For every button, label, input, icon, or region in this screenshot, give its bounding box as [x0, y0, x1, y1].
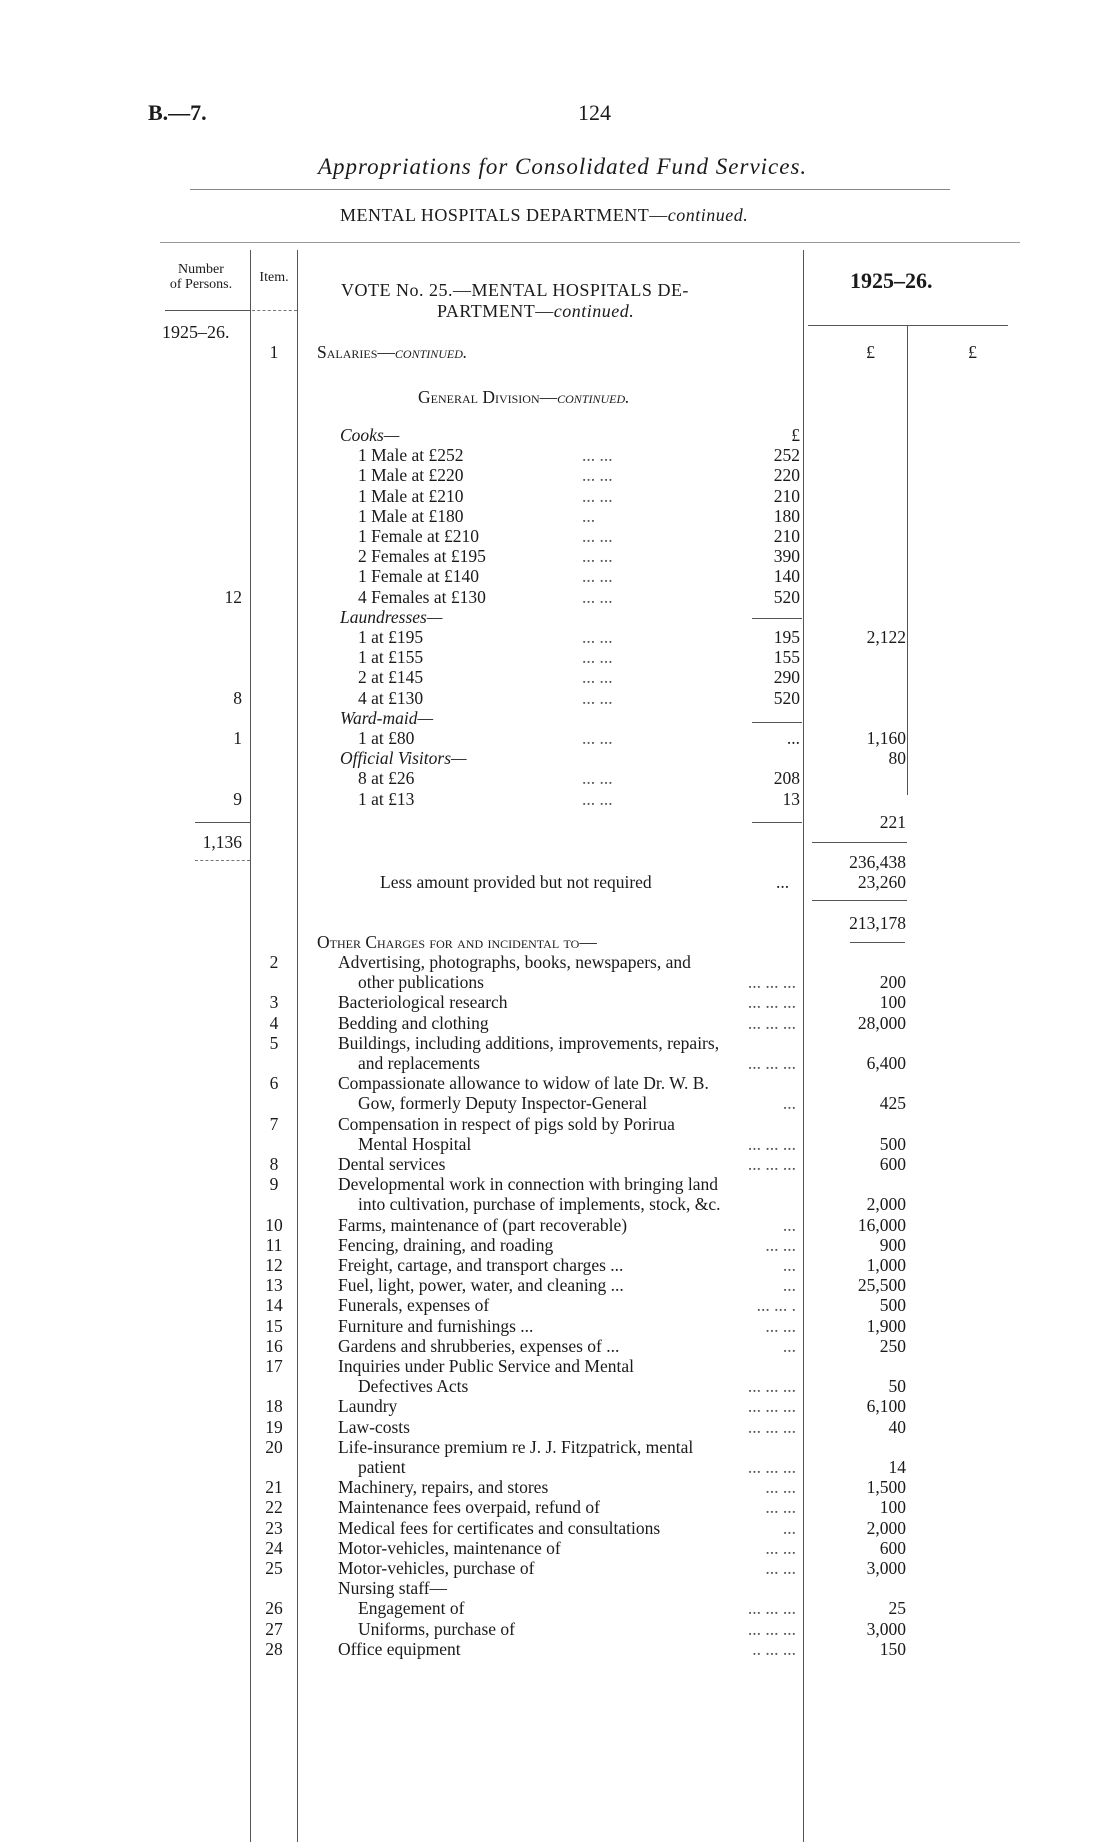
charge-line-text: Law-costs: [338, 1417, 410, 1437]
salary-line-subtotal: 520: [773, 587, 800, 607]
charge-line-dots: ... ... ...: [747, 972, 796, 992]
persons-total-rule: [195, 822, 250, 823]
cooks-subtotal-rule: [752, 618, 802, 619]
salary-line-subtotal: 13: [782, 789, 800, 809]
general-division-heading: [418, 387, 630, 407]
charge-line-text: Fuel, light, power, water, and cleaning ...: [338, 1275, 624, 1295]
amount-year-header: 1925–26.: [850, 268, 933, 293]
charge-item-number: 8: [269, 1154, 279, 1174]
charge-line-dots: ...: [782, 1255, 796, 1275]
charge-line-dots: ... ... ...: [747, 1598, 796, 1618]
charge-line-text: Gardens and shrubberies, expenses of ...: [338, 1336, 620, 1356]
charge-line-text: Laundry: [338, 1396, 398, 1416]
salary-group-total: 2,122: [866, 627, 906, 647]
persons-header-bottom: of Persons.: [169, 277, 233, 292]
salary-line-text: Official Visitors—: [340, 748, 467, 768]
salary-line-text: Cooks—: [340, 425, 400, 445]
charge-line-dots: ... ... .: [756, 1295, 796, 1315]
charge-item-number: 17: [265, 1356, 283, 1376]
charge-item-number: 13: [265, 1275, 283, 1295]
official-total: 221: [879, 812, 906, 832]
salary-line-dots: ... ...: [582, 728, 613, 748]
charge-line-dots: ... ...: [765, 1477, 796, 1497]
salary-line-text: 1 Male at £252: [358, 445, 464, 465]
persons-year: 1925–26.: [162, 322, 230, 342]
charge-item-number: 14: [265, 1295, 283, 1315]
salary-line-subtotal: 520: [773, 688, 800, 708]
amount-header-rule: [808, 325, 1008, 326]
salary-line-text: 1 Male at £180: [358, 506, 464, 526]
salary-line-text: 1 at £80: [358, 728, 415, 748]
page-number: 124: [578, 100, 611, 125]
charge-item-number: 28: [265, 1639, 283, 1659]
salary-line-dots: ... ...: [582, 587, 613, 607]
salary-line-dots: ... ...: [582, 546, 613, 566]
charge-line-dots: ... ...: [765, 1558, 796, 1578]
table-top-rule: [160, 242, 1020, 243]
salary-group-total: 80: [888, 748, 906, 768]
charge-item-number: 21: [265, 1477, 283, 1497]
salary-line-text: 4 at £130: [358, 688, 424, 708]
persons-total: 1,136: [202, 832, 242, 852]
charge-line-dots: .. ... ...: [752, 1639, 796, 1659]
charge-line-text: Life-insurance premium re J. J. Fitzpatrick, mental: [338, 1437, 694, 1457]
charge-line-text: Funerals, expenses of: [338, 1295, 490, 1315]
charge-line-dots: ... ... ...: [747, 992, 796, 1012]
salary-line-dots: ... ...: [582, 789, 613, 809]
charge-amount: 1,900: [866, 1316, 906, 1336]
persons-header-rule: [165, 310, 250, 311]
salary-line-subtotal: 208: [773, 768, 800, 788]
less-amount: 23,260: [857, 872, 906, 892]
salary-line-subtotal: 210: [773, 526, 800, 546]
charge-line-text: Freight, cartage, and transport charges ...: [338, 1255, 624, 1275]
charge-line-dots: ... ...: [765, 1316, 796, 1336]
charge-amount: 14: [888, 1457, 906, 1477]
charge-item-number: 6: [269, 1073, 279, 1093]
charge-item-number: 19: [265, 1417, 283, 1437]
charge-line-text: into cultivation, purchase of implements, stock, &c.: [358, 1194, 721, 1214]
charge-item-number: 26: [265, 1598, 283, 1618]
salary-line-dots: ...: [582, 506, 596, 526]
laundress-subtotal-rule: [752, 722, 802, 723]
charge-item-number: 2: [269, 952, 279, 972]
salary-line-dots: ... ...: [582, 768, 613, 788]
charge-amount: 600: [879, 1538, 906, 1558]
salary-line-text: Laundresses—: [340, 607, 443, 627]
persons-count: 1: [233, 728, 242, 748]
page-title: Appropriations for Consolidated Fund Services.: [318, 154, 808, 179]
charge-line-dots: ...: [782, 1336, 796, 1356]
text-amount-rule: [803, 250, 804, 1842]
salary-line-subtotal: 195: [773, 627, 800, 647]
salaries-label: Salaries—: [317, 342, 395, 362]
charge-line-text: Maintenance fees overpaid, refund of: [338, 1497, 600, 1517]
charge-item-number: 9: [269, 1174, 279, 1194]
salary-line-subtotal: 390: [773, 546, 800, 566]
charge-line-text: Machinery, repairs, and stores: [338, 1477, 549, 1497]
charge-item-number: 25: [265, 1558, 283, 1578]
charge-amount: 25,500: [857, 1275, 906, 1295]
amount-split-rule: [907, 325, 908, 795]
department-name: MENTAL HOSPITALS DEPARTMENT—: [340, 205, 668, 225]
gross-rule: [812, 842, 907, 843]
charge-line-text: Farms, maintenance of (part recoverable): [338, 1215, 628, 1235]
charge-line-text: Office equipment: [338, 1639, 461, 1659]
vote-line2: [341, 301, 689, 322]
charge-line-text: patient: [358, 1457, 406, 1477]
charge-line-text: Uniforms, purchase of: [358, 1619, 515, 1639]
charge-line-dots: ...: [782, 1215, 796, 1235]
department-suffix: continued.: [667, 205, 749, 225]
charge-line-dots: ... ...: [765, 1497, 796, 1517]
salary-line-text: 1 at £195: [358, 627, 424, 647]
salaries-item: 1: [269, 342, 279, 362]
persons-end-rule: [195, 860, 250, 861]
charge-amount: 500: [879, 1134, 906, 1154]
charge-item-number: 22: [265, 1497, 283, 1517]
salary-line-text: 8 at £26: [358, 768, 415, 788]
charge-amount: 425: [879, 1093, 906, 1113]
salary-line-subtotal: 210: [773, 486, 800, 506]
charge-amount: 50: [888, 1376, 906, 1396]
charge-item-number: 23: [265, 1518, 283, 1538]
page-ref: B.—7.: [148, 100, 207, 125]
item-text-rule: [297, 250, 298, 1842]
salary-line-text: 1 Female at £140: [358, 566, 480, 586]
charge-line-dots: ... ... ...: [747, 1154, 796, 1174]
charge-line-dots: ... ... ...: [747, 1134, 796, 1154]
charge-item-number: 16: [265, 1336, 283, 1356]
charge-line-text: Defectives Acts: [358, 1376, 469, 1396]
charge-line-dots: ... ...: [765, 1538, 796, 1558]
charge-amount: 2,000: [866, 1194, 906, 1214]
charge-line-text: Compensation in respect of pigs sold by Porirua: [338, 1114, 675, 1134]
charge-item-number: 24: [265, 1538, 283, 1558]
salary-line-text: 2 Females at £195: [358, 546, 486, 566]
salary-group-total: 1,160: [866, 728, 906, 748]
charge-item-number: 12: [265, 1255, 283, 1275]
salary-line-text: Ward-maid—: [340, 708, 434, 728]
charge-line-text: Fencing, draining, and roading: [338, 1235, 554, 1255]
persons-count: 9: [233, 789, 242, 809]
charge-item-number: 4: [269, 1013, 279, 1033]
charge-line-dots: ... ... ...: [747, 1619, 796, 1639]
charge-line-text: Engagement of: [358, 1598, 465, 1618]
charge-amount: 40: [888, 1417, 906, 1437]
salary-line-dots: ... ...: [582, 667, 613, 687]
charge-amount: 500: [879, 1295, 906, 1315]
charge-line-dots: ... ... ...: [747, 1417, 796, 1437]
charge-item-number: 27: [265, 1619, 283, 1639]
salary-line-dots: ... ...: [582, 445, 613, 465]
item-header: Item.: [259, 270, 289, 285]
salary-line-subtotal: 220: [773, 465, 800, 485]
salary-line-dots: ... ...: [582, 486, 613, 506]
gross-total: 236,438: [849, 852, 906, 872]
charge-line-text: Advertising, photographs, books, newspapers, and: [338, 952, 691, 972]
charge-item-number: 11: [265, 1235, 283, 1255]
charge-amount: 600: [879, 1154, 906, 1174]
charge-item-number: 5: [269, 1033, 279, 1053]
charge-line-text: Dental services: [338, 1154, 446, 1174]
charge-amount: 28,000: [857, 1013, 906, 1033]
salary-line-subtotal: 290: [773, 667, 800, 687]
charge-amount: 200: [879, 972, 906, 992]
salary-line-text: 1 at £155: [358, 647, 424, 667]
salary-line-subtotal: 155: [773, 647, 800, 667]
charge-line-text: Compassionate allowance to widow of late Dr. W. B.: [338, 1073, 709, 1093]
visitors-subtotal-rule: [752, 822, 802, 823]
charge-line-text: Gow, formerly Deputy Inspector-General: [358, 1093, 648, 1113]
vote-line2-text: PARTMENT—: [437, 301, 554, 321]
charge-line-dots: ... ... ...: [747, 1396, 796, 1416]
charge-amount: 3,000: [866, 1558, 906, 1578]
charge-amount: 6,100: [866, 1396, 906, 1416]
pound-header-right: £: [968, 342, 977, 362]
charge-amount: 100: [879, 992, 906, 1012]
general-division-italic: continued.: [557, 387, 630, 407]
persons-header-top: Number: [178, 262, 224, 277]
salary-line-dots: ... ...: [582, 566, 613, 586]
charge-item-number: 10: [265, 1215, 283, 1235]
salary-line-dots: ... ...: [582, 627, 613, 647]
charge-line-dots: ... ... ...: [747, 1376, 796, 1396]
salary-line-text: 2 at £145: [358, 667, 424, 687]
net-total: 213,178: [849, 913, 906, 933]
charge-line-dots: ... ... ...: [747, 1013, 796, 1033]
net-end-rule: [850, 942, 905, 943]
charge-line-text: Motor-vehicles, maintenance of: [338, 1538, 561, 1558]
persons-count: 12: [224, 587, 242, 607]
general-division-label: General Division—: [418, 387, 558, 407]
persons-header: [155, 262, 247, 292]
charge-amount: 900: [879, 1235, 906, 1255]
charge-amount: 250: [879, 1336, 906, 1356]
charge-amount: 1,500: [866, 1477, 906, 1497]
salary-line-dots: ... ...: [582, 465, 613, 485]
salary-line-text: 1 at £13: [358, 789, 415, 809]
salary-line-subtotal: ...: [786, 728, 800, 748]
charge-item-number: 15: [265, 1316, 283, 1336]
salaries-heading: [317, 342, 467, 362]
charge-amount: 2,000: [866, 1518, 906, 1538]
persons-count: 8: [233, 688, 242, 708]
less-amount-dots: ...: [776, 872, 790, 892]
salary-line-text: 4 Females at £130: [358, 587, 486, 607]
salary-line-text: 1 Male at £220: [358, 465, 464, 485]
charge-line-dots: ... ... ...: [747, 1457, 796, 1477]
charge-line-text: other publications: [358, 972, 484, 992]
charge-line-text: Bedding and clothing: [338, 1013, 489, 1033]
charge-line-text: Buildings, including additions, improvements, repairs,: [338, 1033, 720, 1053]
charge-line-dots: ...: [782, 1093, 796, 1113]
charge-item-number: 3: [269, 992, 279, 1012]
salary-line-text: 1 Female at £210: [358, 526, 480, 546]
salary-line-dots: ... ...: [582, 647, 613, 667]
charge-line-text: Furniture and furnishings ...: [338, 1316, 534, 1336]
salary-line-subtotal: 252: [773, 445, 800, 465]
charge-line-text: Motor-vehicles, purchase of: [338, 1558, 535, 1578]
charge-amount: 100: [879, 1497, 906, 1517]
charge-line-dots: ...: [782, 1275, 796, 1295]
vote-title: [341, 280, 689, 322]
charge-line-dots: ... ...: [765, 1235, 796, 1255]
charge-amount: 150: [879, 1639, 906, 1659]
charge-amount: 3,000: [866, 1619, 906, 1639]
salary-line-dots: ... ...: [582, 688, 613, 708]
charge-line-text: Inquiries under Public Service and Mental: [338, 1356, 634, 1376]
charge-line-dots: ... ... ...: [747, 1053, 796, 1073]
salary-line-subtotal: 140: [773, 566, 800, 586]
pound-header-left: £: [866, 342, 875, 362]
salary-line-text: 1 Male at £210: [358, 486, 464, 506]
charge-item-number: 20: [265, 1437, 283, 1457]
charge-amount: 1,000: [866, 1255, 906, 1275]
charge-line-dots: ...: [782, 1518, 796, 1538]
charge-line-text: and replacements: [358, 1053, 480, 1073]
less-amount-text: Less amount provided but not required: [380, 872, 652, 892]
salary-line-subtotal: 180: [773, 506, 800, 526]
charge-amount: 6,400: [866, 1053, 906, 1073]
salary-line-subtotal: £: [791, 425, 800, 445]
charge-line-text: Mental Hospital: [358, 1134, 472, 1154]
charge-line-text: Bacteriological research: [338, 992, 508, 1012]
charge-item-number: 7: [269, 1114, 279, 1134]
title-rule: [190, 189, 950, 190]
charge-line-text: Developmental work in connection with bringing land: [338, 1174, 719, 1194]
charge-item-number: 18: [265, 1396, 283, 1416]
charge-line-text: Medical fees for certificates and consultations: [338, 1518, 661, 1538]
salary-line-dots: ... ...: [582, 526, 613, 546]
net-rule: [812, 900, 907, 901]
salaries-label-italic: continued.: [394, 342, 468, 362]
department-heading: [340, 205, 748, 226]
charge-amount: 16,000: [857, 1215, 906, 1235]
charge-amount: 25: [888, 1598, 906, 1618]
charge-line-text: Nursing staff—: [338, 1578, 448, 1598]
item-header-rule: [252, 310, 297, 311]
other-charges-heading: Other Charges for and incidental to—: [317, 932, 597, 952]
vote-line1: VOTE No. 25.—MENTAL HOSPITALS DE-: [341, 280, 689, 300]
vote-line2-italic: continued.: [553, 301, 635, 321]
